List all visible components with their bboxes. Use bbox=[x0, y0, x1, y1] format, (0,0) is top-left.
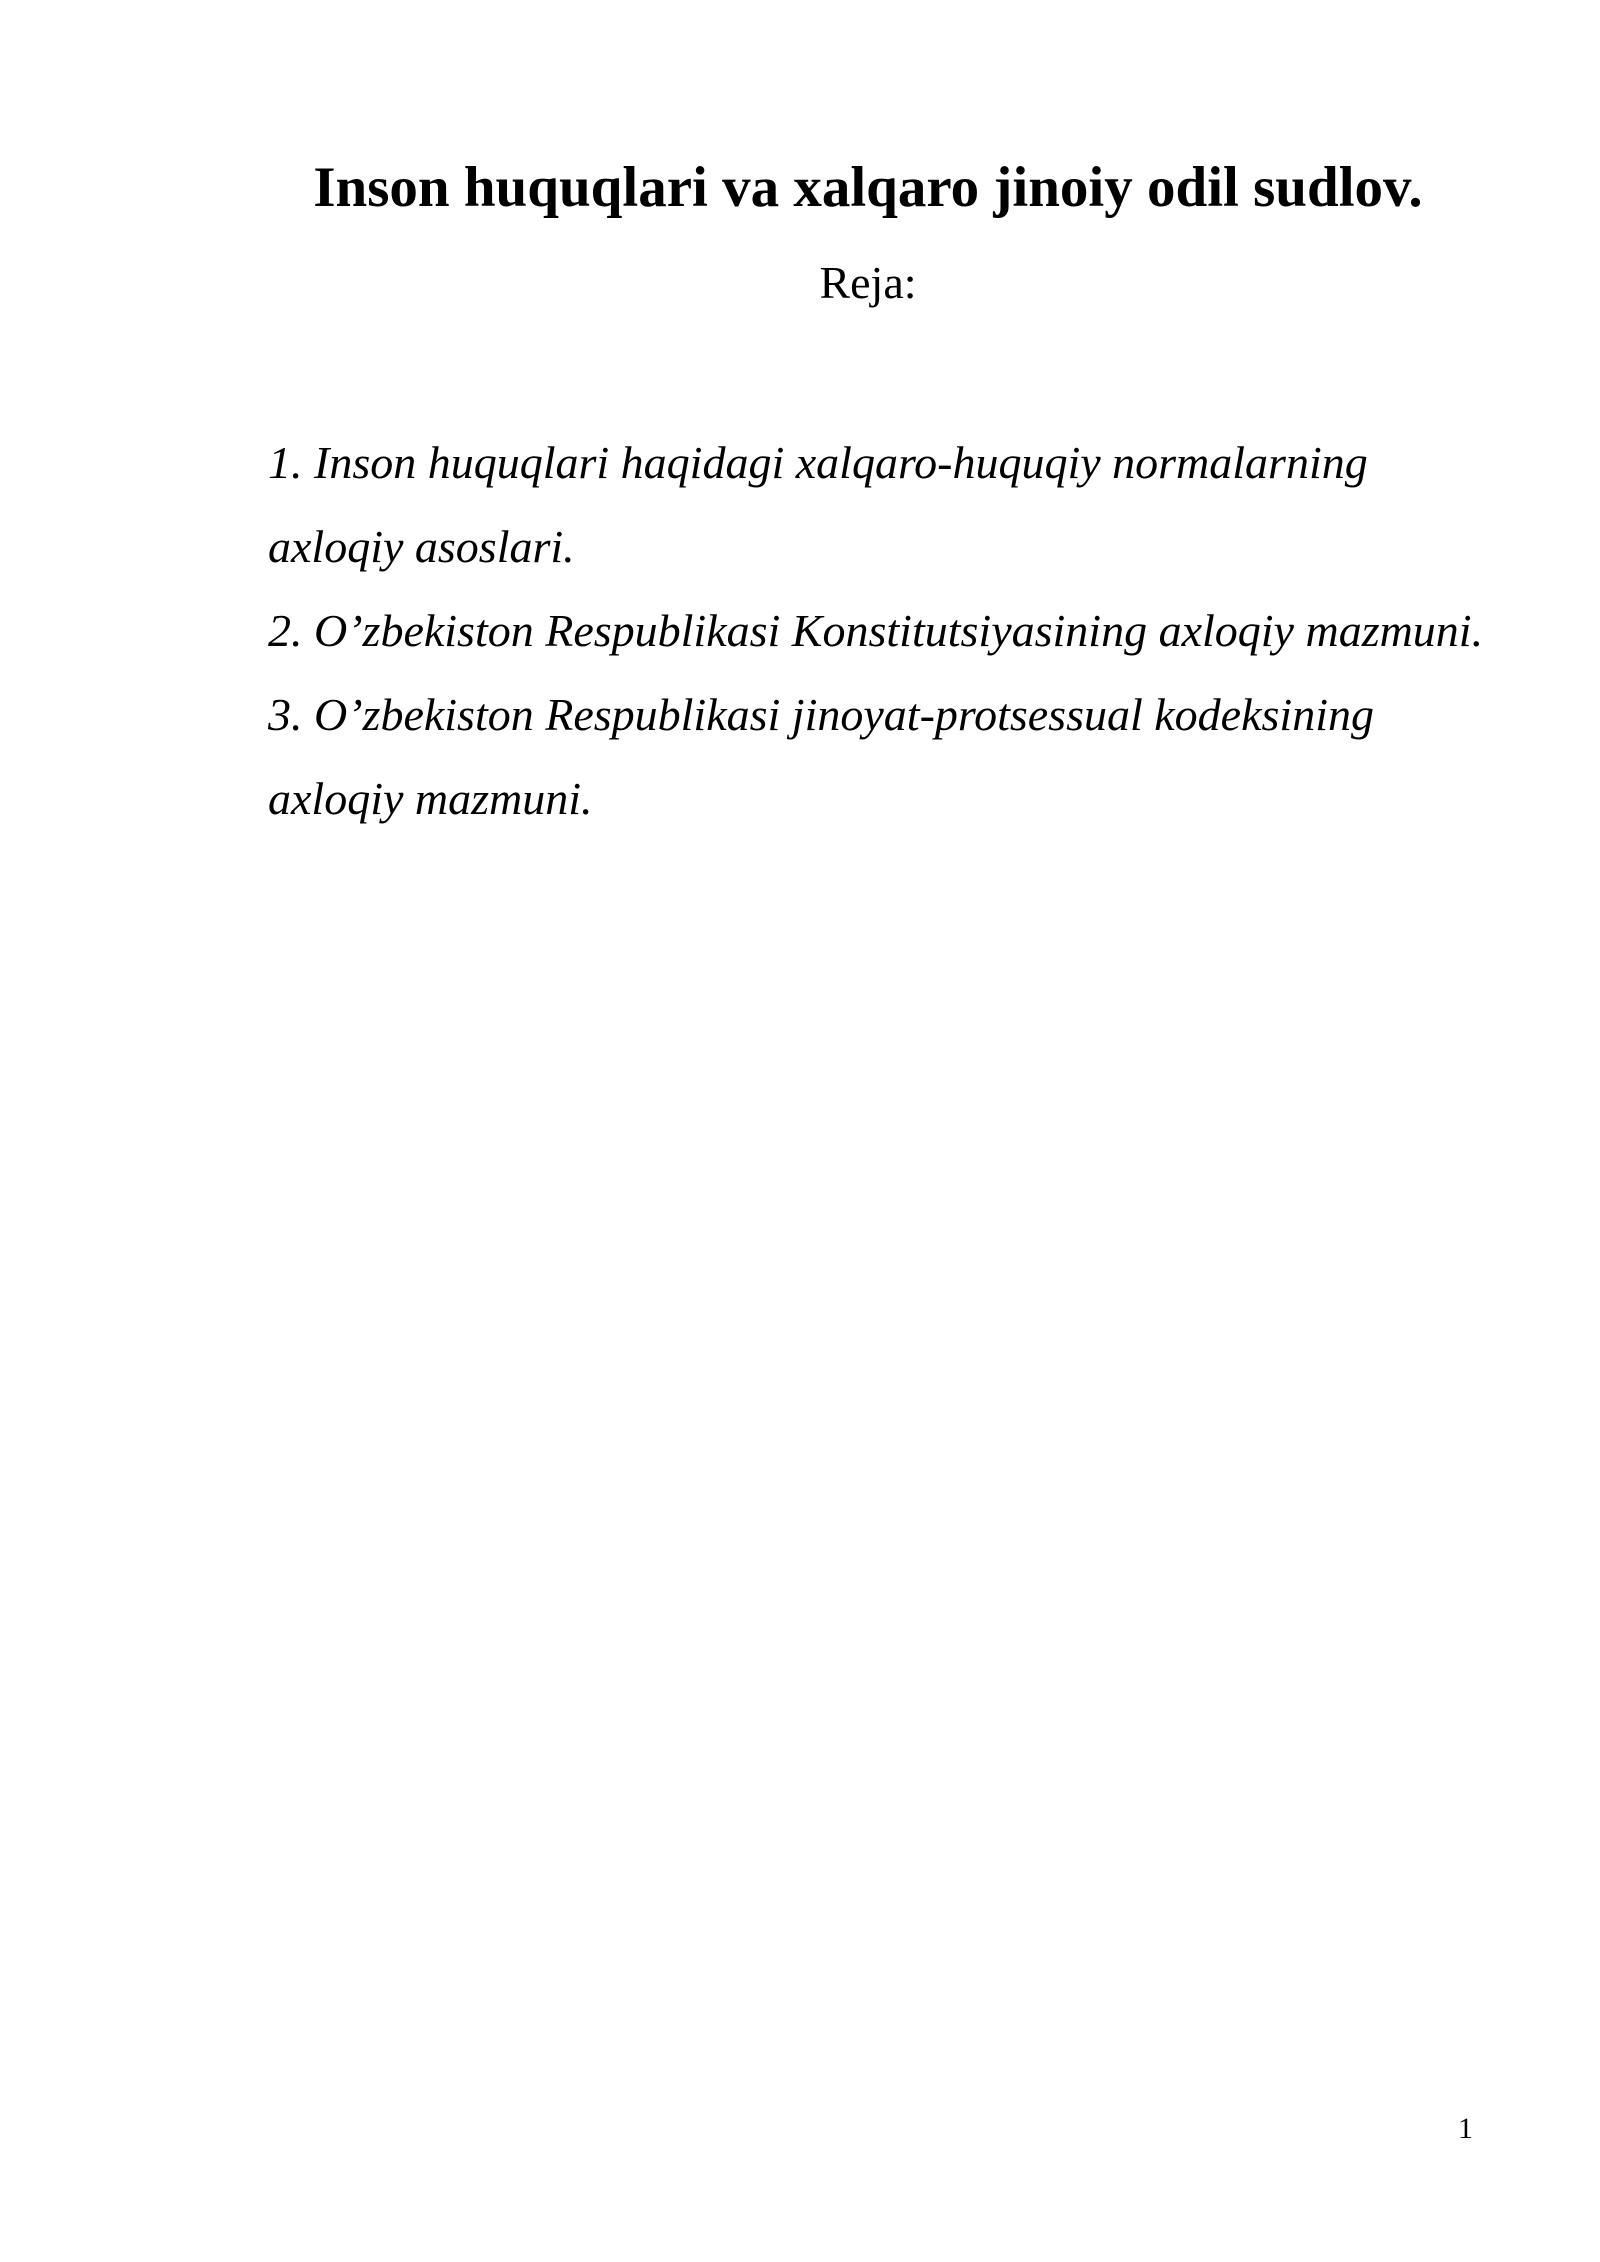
document-title: Inson huquqlari va xalqaro jinoiy odil sudlov. bbox=[313, 156, 1423, 219]
plan-list bbox=[268, 421, 1488, 841]
page-number: 1 bbox=[1458, 2112, 1473, 2145]
plan-item-3: 3. O’zbekiston Respublikasi jinoyat-protsessual kodeksining axloqiy mazmuni. bbox=[268, 689, 1374, 824]
plan-item-1: 1. Inson huquqlari haqidagi xalqaro-huquqiy normalarning axloqiy asoslari. bbox=[268, 437, 1368, 572]
plan-heading: Reja: bbox=[819, 257, 917, 308]
plan-item-2: 2. O’zbekiston Respublikasi Konstitutsiyasining axloqiy mazmuni. bbox=[268, 605, 1484, 656]
